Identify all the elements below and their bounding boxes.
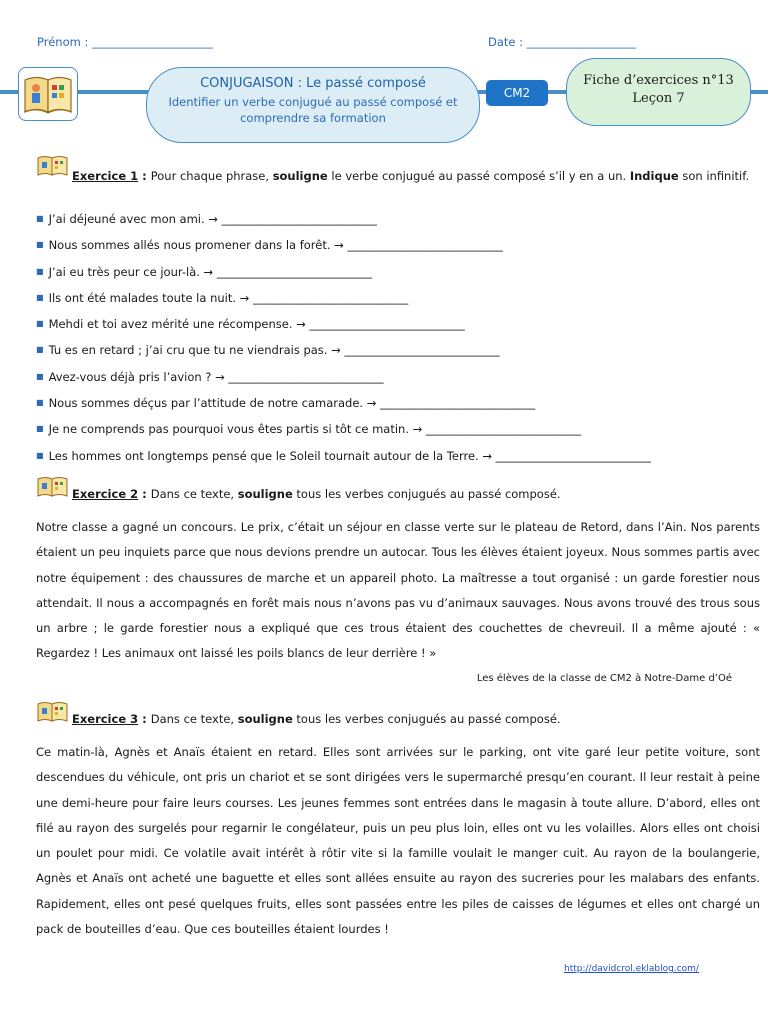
page-title: CONJUGAISON : Le passé composé bbox=[200, 76, 426, 91]
instr-keyword: Indique bbox=[629, 169, 679, 183]
bullet-icon: ■ bbox=[36, 292, 44, 302]
prenom-field[interactable]: Prénom : _____________________ bbox=[37, 35, 213, 49]
instr-part: son infinitif. bbox=[678, 169, 750, 183]
bullet-icon: ■ bbox=[36, 319, 44, 329]
fiche-panel bbox=[566, 58, 751, 126]
sentence: Je ne comprends pas pourquoi vous êtes partis si tôt ce matin. → ___________________________ bbox=[48, 422, 582, 437]
list-item[interactable] bbox=[36, 340, 760, 366]
instr-part: tous les verbes conjugués au passé composé. bbox=[292, 487, 561, 501]
page-subtitle: Identifier un verbe conjugué au passé composé et comprendre sa formation bbox=[168, 95, 458, 125]
bullet-icon: ■ bbox=[36, 345, 44, 355]
bullet-icon: ■ bbox=[36, 424, 44, 434]
list-item[interactable] bbox=[36, 314, 760, 340]
exercise-3-instructions bbox=[72, 712, 561, 726]
list-item[interactable] bbox=[36, 367, 760, 393]
exercise-1-instructions bbox=[36, 168, 760, 185]
sentence: Nous sommes déçus par l’attitude de notre camarade. → ___________________________ bbox=[48, 396, 536, 411]
sentence: Mehdi et toi avez mérité une récompense. → ___________________________ bbox=[48, 317, 465, 332]
exercise-2-instructions bbox=[72, 487, 561, 501]
sentence: Ils ont été malades toute la nuit. → ___________________________ bbox=[48, 290, 409, 305]
bullet-icon: ■ bbox=[36, 450, 44, 460]
sentence: J’ai déjeuné avec mon ami. → ___________________________ bbox=[48, 212, 377, 226]
exercise-sep: : bbox=[138, 169, 151, 183]
list-item[interactable] bbox=[36, 419, 760, 445]
title-panel bbox=[146, 67, 480, 143]
book-icon bbox=[36, 475, 69, 499]
date-field[interactable]: Date : ___________________ bbox=[488, 35, 636, 49]
instr-part: Dans ce texte, bbox=[150, 487, 238, 501]
instr-part: Dans ce texte, bbox=[150, 712, 238, 726]
list-item[interactable] bbox=[36, 235, 760, 261]
exercise-3-label: Exercice 3 bbox=[72, 712, 139, 726]
book-icon bbox=[36, 700, 69, 724]
header-band bbox=[749, 90, 768, 94]
instr-keyword: souligne bbox=[237, 487, 293, 501]
sentence: Tu es en retard ; j’ai cru que tu ne viendrais pas. → ___________________________ bbox=[48, 343, 500, 358]
sentence: Nous sommes allés nous promener dans la forêt. → ___________________________ bbox=[48, 238, 503, 253]
exercise-2-label: Exercice 2 bbox=[72, 487, 139, 501]
instr-part: tous les verbes conjugués au passé composé. bbox=[292, 712, 561, 726]
bullet-icon: ■ bbox=[36, 266, 44, 276]
list-item[interactable] bbox=[36, 209, 760, 235]
exercise-1-list bbox=[36, 209, 760, 472]
header-band bbox=[74, 90, 150, 94]
fiche-number: Fiche d’exercices n°13 bbox=[583, 73, 734, 88]
exercise-1-label: Exercice 1 bbox=[72, 169, 139, 183]
level-badge: CM2 bbox=[486, 80, 548, 106]
header-fields bbox=[0, 35, 768, 53]
exercise-3-text: Ce matin-là, Agnès et Anaïs étaient en retard. Elles sont arrivées sur le parking, ont vite garé leur petite voiture, sont descendues du véhicule, ont pris un chariot et se sont dirigées vers le supermarché presqu’en courant. Il leur restait à peine une demi-heure pour faire leurs courses. Les jeunes femmes sont entrées dans le magasin à toute allure. D’abord, elles ont filé au rayon des surgelés pour regarnir le congélateur, puis un peu plus loin, elles ont vu les volailles. Alors elles ont choisi un poulet pour midi. Ce volatile avait intérêt à rôtir vite si la famille voulait le manger cuit. Au rayon de la boulangerie, Agnès et Anaïs ont acheté une baguette et elles sont allées ensuite au rayon des sucreries pour les malabars des enfants. Rapidement, elles ont pesé quelques fruits, elles sont passées entre les piles de caisses de légumes et elles ont chargé un pack de bouteilles d’eau. Que ces bouteilles étaient lourdes ! bbox=[36, 745, 760, 937]
instr-part: Pour chaque phrase, bbox=[150, 169, 273, 183]
lesson-number: Leçon 7 bbox=[632, 91, 685, 106]
bullet-icon: ■ bbox=[36, 214, 44, 223]
bullet-icon: ■ bbox=[36, 240, 44, 250]
sentence: Les hommes ont longtemps pensé que le Soleil tournait autour de la Terre. → ___________________________ bbox=[48, 448, 651, 463]
sentence: J’ai eu très peur ce jour-là. → ___________________________ bbox=[48, 264, 373, 279]
list-item[interactable] bbox=[36, 288, 760, 314]
instr-keyword: souligne bbox=[272, 169, 328, 183]
sentence: Avez-vous déjà pris l’avion ? → ___________________________ bbox=[48, 369, 384, 384]
exercise-sep: : bbox=[138, 712, 151, 726]
instr-keyword: souligne bbox=[237, 712, 293, 726]
bullet-icon: ■ bbox=[36, 371, 44, 381]
list-item[interactable] bbox=[36, 262, 760, 288]
header-band bbox=[548, 90, 566, 94]
book-abc-icon bbox=[18, 67, 78, 121]
footer-link[interactable]: http://davidcrol.eklablog.com/ bbox=[564, 964, 699, 974]
bullet-icon: ■ bbox=[36, 398, 44, 408]
exercise-2-signature: Les élèves de la classe de CM2 à Notre-Dame d’Oé bbox=[476, 673, 732, 684]
exercise-2-text: Notre classe a gagné un concours. Le prix, c’était un séjour en classe verte sur le plateau de Retord, dans l’Ain. Nos parents étaient un peu inquiets parce que nous devions prendre un autocar. Tous les élèves étaient joyeux. Nous sommes partis avec notre équipement : des chaussures de marche et un appareil photo. La maîtresse a tout organisé : un garde forestier nous attendait. Il nous a accompagnés en forêt mais nous n’avons pas vu d’animaux sauvages. Nous avons trouvé des trous sous un arbre ; le garde forestier nous a expliqué que ces trous étaient des couchettes de chevreuil. Il a même ajouté : « Regardez ! Les animaux ont laissé les poils blancs de leur derrière ! » bbox=[36, 520, 760, 661]
instr-part: le verbe conjugué au passé composé s’il y en a un. bbox=[327, 169, 630, 183]
list-item[interactable] bbox=[36, 393, 760, 419]
exercise-sep: : bbox=[138, 487, 151, 501]
list-item[interactable] bbox=[36, 446, 760, 472]
